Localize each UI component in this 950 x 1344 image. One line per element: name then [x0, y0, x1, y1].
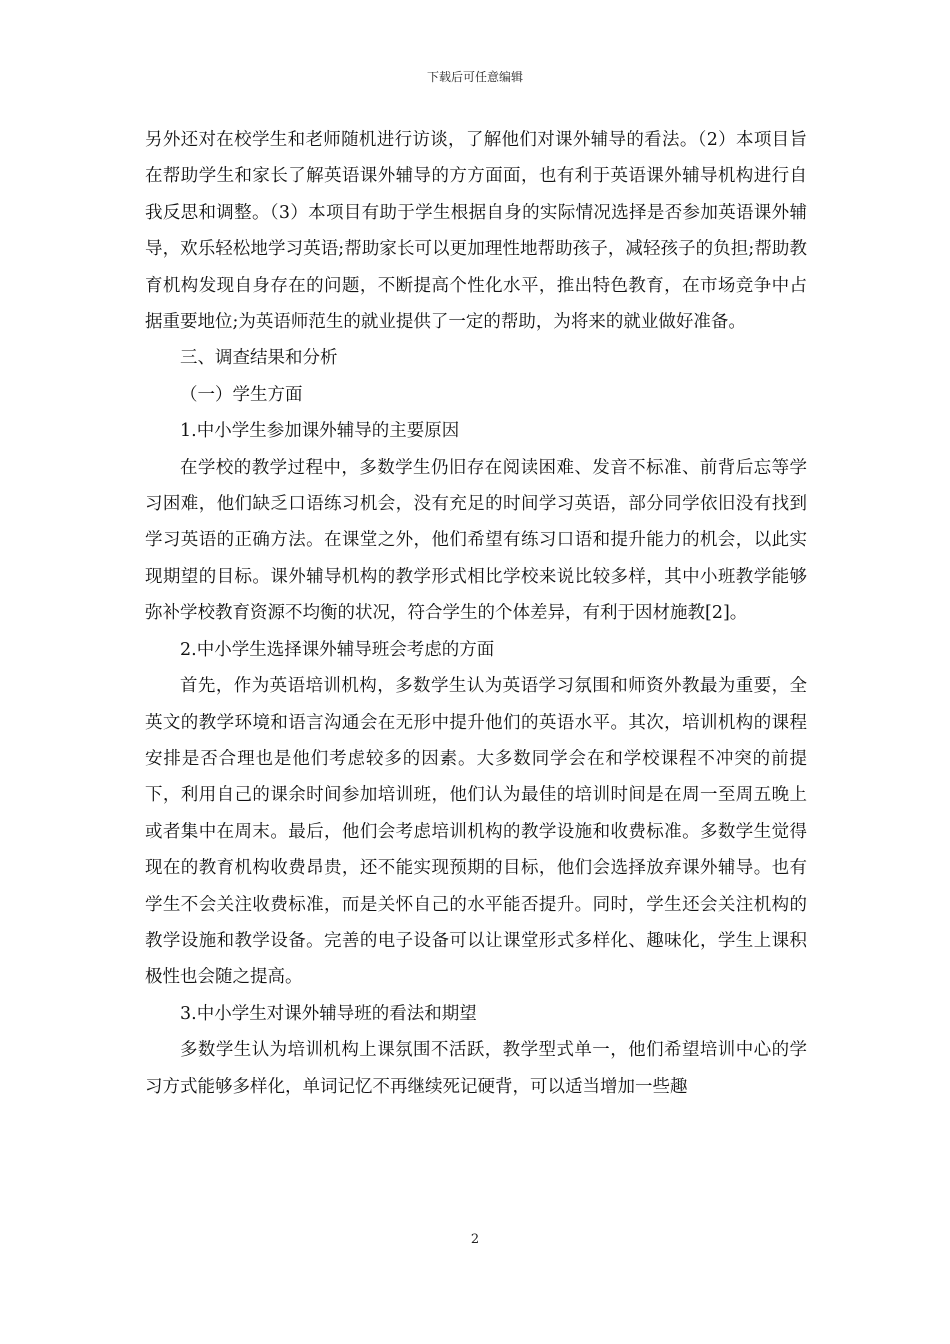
body-paragraph: 首先，作为英语培训机构，多数学生认为英语学习氛围和师资外教最为重要，全英文的教学环境和语言沟通会在无形中提升他们的英语水平。其次，培训机构的课程安排是否合理也是他们考虑较多的因素。大多数同学会在和学校课程不冲突的前提下，利用自己的课余时间参加培训班，他们认为最佳的培训时间是在周一至周五晚上或者集中在周末。最后，他们会考虑培训机构的教学设施和收费标准。多数学生觉得现在的教育机构收费昂贵，还不能实现预期的目标，他们会选择放弃课外辅导。也有学生不会关注收费标准，而是关怀自己的水平能否提升。同时，学生还会关注机构的教学设施和教学设备。完善的电子设备可以让课堂形式多样化、趣味化，学生上课积极性也会随之提高。: [145, 676, 807, 988]
body-paragraph: 多数学生认为培训机构上课氛围不活跃，教学型式单一，他们希望培训中心的学习方式能够多样化，单词记忆不再继续死记硬背，可以适当增加一些趣: [145, 1040, 807, 1097]
body-paragraph: 另外还对在校学生和老师随机进行访谈，了解他们对课外辅导的看法。（2）本项目旨在帮助学生和家长了解英语课外辅导的方方面面，也有利于英语课外辅导机构进行自我反思和调整。（3）本项目有助于学生根据自身的实际情况选择是否参加英语课外辅导，欢乐轻松地学习英语;帮助家长可以更加理性地帮助孩子，减轻孩子的负担;帮助教育机构发现自身存在的问题，不断提高个性化水平，推出特色教育，在市场竞争中占据重要地位;为英语师范生的就业提供了一定的帮助，为将来的就业做好准备。: [145, 130, 807, 333]
subsection-heading: 2.中小学生选择课外辅导班会考虑的方面: [180, 639, 495, 660]
subsection-heading: 1.中小学生参加课外辅导的主要原因: [180, 421, 460, 442]
page-header: 下载后可任意编辑: [426, 70, 523, 84]
subsection-heading: 3.中小学生对课外辅导班的看法和期望: [180, 1003, 477, 1024]
section-heading: 三、调查结果和分析: [180, 348, 338, 369]
page-number: 2: [470, 1232, 480, 1247]
document-body: [145, 122, 807, 1105]
body-paragraph: 在学校的教学过程中，多数学生仍旧存在阅读困难、发音不标准、前背后忘等学习困难，他们缺乏口语练习机会，没有充足的时间学习英语，部分同学依旧没有找到学习英语的正确方法。在课堂之外，他们希望有练习口语和提升能力的机会，以此实现期望的目标。课外辅导机构的教学形式相比学校来说比较多样，其中小班教学能够弥补学校教育资源不均衡的状况，符合学生的个体差异，有利于因材施教[2]。: [145, 457, 807, 624]
subsection-heading: （一）学生方面: [180, 384, 303, 405]
